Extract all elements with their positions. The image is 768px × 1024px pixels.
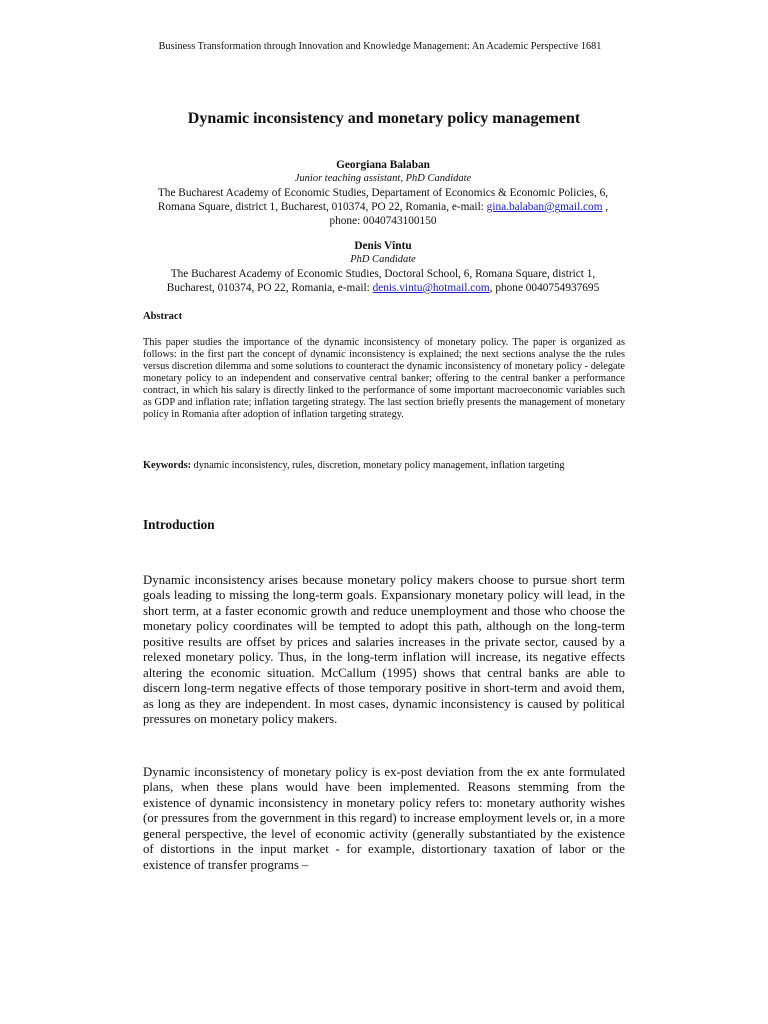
keywords-label: Keywords: <box>143 460 192 471</box>
abstract-text: This paper studies the importance of the dynamic inconsistency of monetary policy. The paper is organized as follows: in the first part the concept of dynamic inconsistency is explained; the next sections analyse the the rules versus discretion dilemma and some solutions to counteract the dynamic inconsistency of monetary policy - delegate monetary policy to an independent and conservative central banker; offering to the central banker a performance contract, in which his salary is directly linked to the performance of some important macroeconomic variables such as GDP and inflation rate; inflation targeting strategy. The last section briefly presents the management of monetary policy in Romania after adoption of inflation targeting strategy. <box>143 337 625 421</box>
email-link[interactable]: gina.balaban@gmail.com <box>486 201 603 213</box>
affiliation-text: , <box>602 201 609 213</box>
section-heading-introduction: Introduction <box>143 517 215 532</box>
running-header: Business Transformation through Innovation and Knowledge Management: An Academic Perspective 1681 <box>158 41 602 52</box>
affiliation-text: , phone 0040754937695 <box>489 282 600 294</box>
body-paragraph: Dynamic inconsistency arises because monetary policy makers choose to pursue short term goals leading to missing the long-term goals. Expansionary monetary policy will lead, in the short term, at a faster economic growth and reduce unemployment and those who choose the monetary policy coordinates will be tempted to adopt this path, although on the long-term positive results are offset by prices and salaries increases in the private sector, caused by a relexed monetary policy. Thus, in the long-term inflation will increase, its negative effects altering the economic situation. McCallum (1995) shows that central banks are able to discern long-term negative effects of those temporary positive in short-term and avoid them, as long as they are independent. In most cases, dynamic inconsistency is caused by political pressures on monetary policy makers. <box>143 573 625 727</box>
author-block-1 <box>110 158 656 228</box>
keywords-text: dynamic inconsistency, rules, discretion, monetary policy management, inflation targeting <box>191 460 565 471</box>
author-role: PhD Candidate <box>350 254 416 265</box>
author-affiliation: The Bucharest Academy of Economic Studies, Doctoral School, 6, Romana Square, district 1, <box>170 268 596 280</box>
author-affiliation: The Bucharest Academy of Economic Studies, Departament of Economics & Economic Policies, 6, <box>157 187 609 199</box>
affiliation-text: Romana Square, district 1, Bucharest, 010374, PO 22, Romania, e-mail: <box>157 201 487 213</box>
keywords <box>143 459 625 472</box>
author-contact <box>110 200 656 214</box>
body-paragraph: Dynamic inconsistency of monetary policy is ex-post deviation from the ex ante formulated plans, when these plans would have been implemented. Reasons stemming from the existence of dynamic inconsistency in monetary policy refers to: monetary authority wishes (or pressures from the government in this regard) to increase employment levels or, in a more general perspective, the level of economic activity (generally substantiated by the existence of distortions in the input market - for example, distortionary taxation of labor or the existence of transfer programs – <box>143 765 625 872</box>
author-name: Georgiana Balaban <box>336 159 430 171</box>
author-contact <box>110 281 656 295</box>
author-name: Denis Vîntu <box>354 240 412 252</box>
affiliation-text: Bucharest, 010374, PO 22, Romania, e-mail: <box>166 282 373 294</box>
abstract-heading: Abstract <box>143 311 183 322</box>
author-block-2 <box>110 239 656 295</box>
author-phone: phone: 0040743100150 <box>329 215 437 227</box>
email-link[interactable]: denis.vintu@hotmail.com <box>372 282 490 294</box>
author-role: Junior teaching assistant, PhD Candidate <box>294 173 472 184</box>
paper-title: Dynamic inconsistency and monetary policy management <box>187 110 581 127</box>
